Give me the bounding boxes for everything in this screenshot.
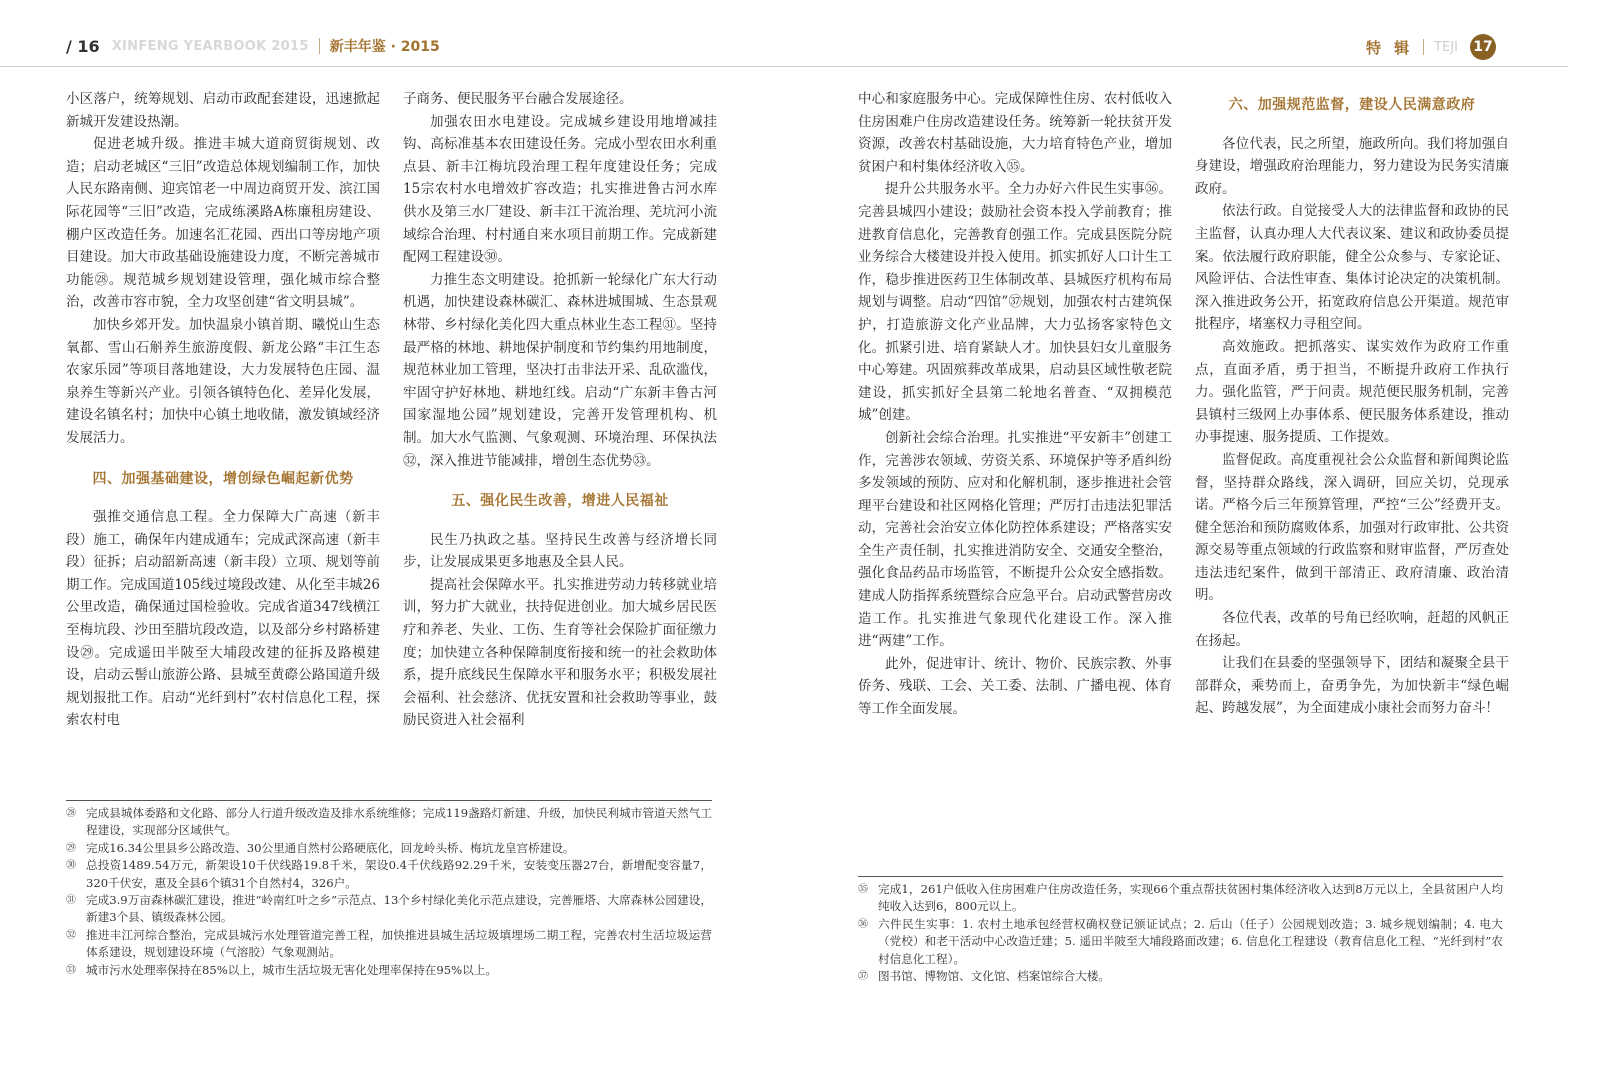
text-column-2 [403,88,717,732]
footnote [66,857,712,892]
text-column-1 [66,88,380,732]
paragraph: 各位代表，民之所望，施政所向。我们将加强自身建设，增强政府治理能力，努力建设为民务实清廉政府。 [1195,135,1509,197]
footnote [858,968,1503,985]
yearbook-title-en: XINFENG YEARBOOK 2015 [111,38,309,54]
section-heading: 四、加强基础建设，增创绿色崛起新优势 [92,470,354,487]
footnote-text: 六件民生实事：1. 农村土地承包经营权确权登记颁证试点；2. 后山（任子）公园规划改造；3. 城乡规划编制；4. 电大（党校）和老干活动中心改造迁建；5. 遥田半陂至大埔段路面改建；6. 信息化工程建设（教育信息化工程、“光纤到村”农村信息化工程）。 [878,916,1503,966]
header-divider [1423,39,1424,55]
section-heading: 六、加强规范监督，建设人民满意政府 [1228,97,1476,113]
footnote-marker: ㉝ [66,964,76,976]
footnote-text: 完成1，261户低收入住房困难户住房改造任务，实现66个重点帮扶贫困村集体经济收入达到8万元以上，全县贫困户人均纯收入达到6，800元以上。 [878,882,1503,914]
header-divider [319,38,320,54]
text-column-4 [1195,88,1509,720]
footnotes-left [66,800,712,979]
footnote-text: 图书馆、博物馆、文化馆、档案馆综合大楼。 [878,969,1110,984]
paragraph: 强推交通信息工程。全力保障大广高速（新丰段）施工，确保年内建成通车；完成武深高速（新丰段）征拆；启动韶新高速（新丰段）立项、规划等前期工作。完成国道105线过境段改建、从化至丰城26公里改造，确保通过国检验收。完成省道347线横江至梅坑段、沙田至腊坑段改造，以及部分乡村路桥建设㉙。完成遥田半陂至大埔段改建的征拆及路模建设，启动云髻山旅游公路、县城至黄磜公路国道升级规划报批工作。启动“光纤到村”农村信息化工程，探索农村电 [66,509,380,729]
footnote-marker: ㉛ [66,895,76,907]
footnote [858,881,1503,916]
paragraph-continued: 小区落户，统筹规划、启动市政配套建设，迅速掀起新城开发建设热潮。 [66,91,380,130]
footnote-text: 完成县城体委路和文化路、部分人行道升级改造及排水系统维修；完成119盏路灯新建、升级，加快民利城市管道天然气工程建设，实现部分区域供气。 [86,806,712,838]
paragraph: 依法行政。自觉接受人大的法律监督和政协的民主监督，认真办理人大代表议案、建议和政协委员提案。依法履行政府职能，健全公众参与、专家论证、风险评估、合法性审查、集体讨论决定的决策机制。深入推进政务公开，拓宽政府信息公开渠道。规范审批程序，堵塞权力寻租空间。 [1195,203,1509,333]
footnote-text: 完成16.34公里县乡公路改造、30公里通自然村公路硬底化，回龙岭头桥、梅坑龙皇宫桥建设。 [86,840,575,855]
footnote [66,892,712,927]
footnote-rule [66,800,712,801]
footnote-marker: ㊱ [858,918,868,930]
paragraph: 加强农田水电建设。完成城乡建设用地增减挂钩、高标准基本农田建设任务。完成小型农田水利重点县、新丰江梅坑段治理工程年度建设任务；完成15宗农村水电增效扩容改造；扎实推进鲁古河水库供水及第三水厂建设、新丰江干流治理、羌坑河小流域综合治理、村村通自来水项目前期工作。完成新建配网工程建设㉚。 [403,113,717,266]
paragraph: 加快乡郊开发。加快温泉小镇首期、曦悦山生态氧都、雪山石斛养生旅游度假、新龙公路“丰江生态农家乐园”等项目落地建设，大力发展特色庄园、温泉养生等新兴产业。引领各镇特色化、差异化发展，建设名镇名村；加快中心镇土地收储，激发镇域经济发展活力。 [66,316,380,446]
footnote-marker: ㉙ [66,842,76,854]
paragraph-continued: 子商务、便民服务平台融合发展途径。 [403,91,633,107]
footnotes-right [858,876,1503,985]
footnote [858,916,1503,968]
footnote-text: 推进丰江河综合整治，完成县城污水处理管道完善工程，加快推进县城生活垃圾填埋场二期工程，完善农村生活垃圾运营体系建设，规划建设环境（气溶胶）气象观测站。 [86,927,712,960]
text-column-3 [858,88,1172,721]
paragraph: 提升公共服务水平。全力办好六件民生实事㊱。完善县城四小建设；鼓励社会资本投入学前教育；推进教育信息化，完善教育创强工作。完成县医院分院业务综合大楼建设并投入使用。抓实抓好人口计生工作，稳步推进医药卫生体制改革、县城医疗机构布局规划与调整。启动“四馆”㊲规划，加强农村古建筑保护，打造旅游文化产业品牌，大力弘扬客家特色文化。抓紧引进、培育紧缺人才。加快县妇女儿童服务中心筹建。巩固殡葬改革成果，启动县区域性敬老院建设，抓实抓好全县第二轮地名普查、“双拥模范城”创建。 [858,181,1172,424]
paragraph: 各位代表，改革的号角已经吹响，赶超的风帆正在扬起。 [1195,610,1509,649]
left-page-number: / 16 [66,36,100,56]
section-title-cn: 特 辑 [1365,38,1414,57]
paragraph: 民生乃执政之基。坚持民生改善与经济增长同步，让发展成果更多地惠及全县人民。 [403,531,717,571]
section-title-en: TEJI [1434,39,1458,55]
header-left [66,36,440,56]
footnote-marker: ㉚ [66,860,76,872]
right-page-number-badge: 17 [1470,34,1496,60]
footnote-text: 城市污水处理率保持在85%以上，城市生活垃圾无害化处理率保持在95%以上。 [86,962,497,977]
footnote-marker: ㉘ [66,808,76,819]
paragraph-continued: 中心和家庭服务中心。完成保障性住房、农村低收入住房困难户住房改造建设任务。统筹新一轮扶贫开发资源，改善农村基础设施，大力培育特色产业，增加贫困户和村集体经济收入㉟。 [858,91,1172,175]
header-right [1366,34,1496,60]
paragraph: 高效施政。把抓落实、谋实效作为政府工作重点，直面矛盾，勇于担当，不断提升政府工作执行力。强化监管，严于问责。规范便民服务机制，完善县镇村三级网上办事体系、便民服务体系建设，推动办事提速、服务提质、工作提效。 [1195,338,1509,446]
paragraph: 监督促政。高度重视社会公众监督和新闻舆论监督，坚持群众路线，深入调研，回应关切，兑现承诺。严格今后三年预算管理，严控“三公”经费开支。健全惩治和预防腐败体系，加强对行政审批、公共资源交易等重点领域的行政监察和财审监督，严厉查处违法违纪案件，做到干部清正、政府清廉、政治清明。 [1195,451,1509,604]
footnote [66,840,712,857]
paragraph: 力推生态文明建设。抢抓新一轮绿化广东大行动机遇，加快建设森林碳汇、森林进城围城、生态景观林带、乡村绿化美化四大重点林业生态工程㉛。坚持最严格的林地、耕地保护制度和节约集约用地制度，规范林业加工管理，坚决打击非法开采、乱砍滥伐，牢固守护好林地、耕地红线。启动“广东新丰鲁古河国家湿地公园”规划建设，完善开发管理机构、机制。加大水气监测、气象观测、环境治理、环保执法㉜，深入推进节能减排，增创生态优势㉝。 [403,271,717,469]
footnote-text: 完成3.9万亩森林碳汇建设，推进“岭南红叶之乡”示范点、13个乡村绿化美化示范点建设，完善雁塔、大席森林公园建设，新建3个县、镇级森林公园。 [86,893,712,925]
paragraph: 提高社会保障水平。扎实推进劳动力转移就业培训，努力扩大就业，扶持促进创业。加大城乡居民医疗和养老、失业、工伤、生育等社会保险扩面征缴力度；加快建立各种保障制度衔接和统一的社会救助体系，提升底线民生保障水平和服务水平；积极发展社会福利、社会慈济、优抚安置和社会救助等事业，鼓励民资进入社会福利 [403,576,717,729]
section-heading: 五、强化民生改善，增进人民福祉 [451,493,669,510]
footnote [66,927,712,962]
page-header [0,0,1568,67]
footnote-rule [858,876,1503,877]
footnote-marker: ㉟ [858,884,868,895]
footnote [66,805,712,840]
paragraph: 促进老城升级。推进丰城大道商贸街规划、改造；启动老城区“三旧”改造总体规划编制工作，加快人民东路南侧、迎宾馆老一中周边商贸开发、滨江国际花园等“三旧”改造，完成练溪路A栋廉租房建设、棚户区改造任务。加速名汇花园、西出口等房地产项目建设。加大市政基础设施建设力度，不断完善城市功能㉘。规范城乡规划建设管理，强化城市综合整治，改善市容市貌，全力攻坚创建“省文明县城”。 [66,136,380,311]
footnote-text: 总投资1489.54万元，新架设10千伏线路19.8千米，架设0.4千伏线路92.29千米，安装变压器27台，新增配变容量7，320千伏安，惠及全县6个镇31个自然村4，326户。 [86,858,712,890]
paragraph: 让我们在县委的坚强领导下，团结和凝聚全县干部群众，乘势而上，奋勇争先，为加快新丰“绿色崛起、跨越发展”，为全面建成小康社会而努力奋斗！ [1195,655,1509,717]
paragraph: 创新社会综合治理。扎实推进“平安新丰”创建工作，完善涉农领域、劳资关系、环境保护等矛盾纠纷多发领域的预防、应对和化解机制，逐步推进社会管理平台建设和社区网格化管理；严厉打击违法犯罪活动，完善社会治安立体化防控体系建设；严格落实安全生产责任制，扎实推进消防安全、交通安全整治，强化食品药品市场监管，不断提升公众安全感指数。建成人防指挥系统暨综合应急平台。启动武警营房改造工作。扎实推进气象现代化建设工作。深入推进“两建”工作。 [858,429,1172,650]
footnote [66,962,712,979]
paragraph: 此外，促进审计、统计、物价、民族宗教、外事侨务、残联、工会、关工委、法制、广播电视、体育等工作全面发展。 [858,655,1172,718]
footnote-marker: ㉜ [66,929,76,941]
footnote-marker: ㊲ [858,971,868,983]
yearbook-title-cn: 新丰年鉴 · 2015 [329,39,440,55]
